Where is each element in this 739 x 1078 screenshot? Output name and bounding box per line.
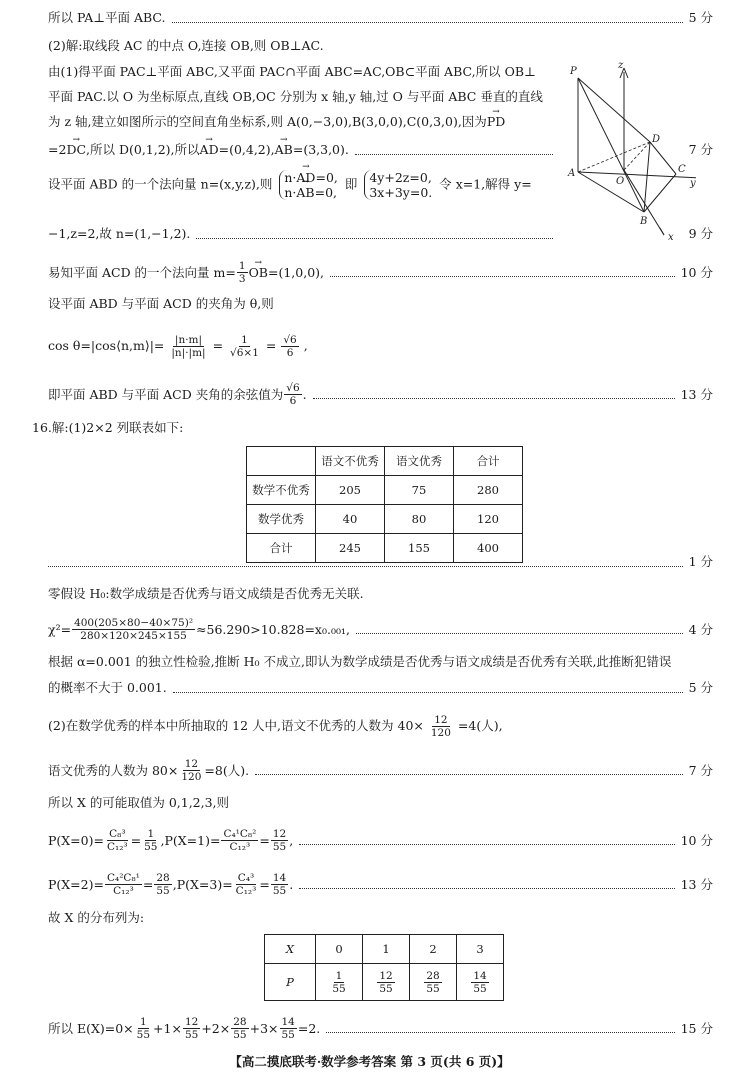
line-5: 为 z 轴,建立如图所示的空间直角坐标系,则 A(0,−3,0),B(3,0,0),C(0,3,0),因为→ PD — [48, 114, 505, 130]
line-7: 设平面 ABD 的一个法向量 n=(x,y,z),则 n·→ AD=0, n·→ AB=0, 即 4y+2z=0, 3x+3y=0. 令 x=1,解得 y= — [48, 170, 532, 200]
label-C: C — [678, 164, 686, 175]
table-row: 合计 245 155 400 — [247, 534, 523, 563]
label-P: P — [570, 66, 577, 77]
line-2: (2)解:取线段 AC 的中点 O,连接 OB,则 OB⊥AC. — [48, 38, 324, 53]
score-9: 9 分 — [688, 226, 713, 241]
score-7: 7 分 — [688, 142, 713, 157]
score-line-1: 1 分 — [48, 554, 713, 570]
chi-line: χ²= $\frac{\text{400(205×80−40×75)²}}{280\times 120\times 245\times 155}$ ≈56.290>10.828=x₀.₀₀₁, 4 分 — [48, 617, 713, 642]
score-13: 13 分 — [680, 386, 713, 402]
score-5: 5 分 — [688, 10, 713, 25]
label-z: z — [618, 60, 624, 71]
h0-line: 零假设 H₀:数学成绩是否优秀与语文成绩是否优秀无关联. — [48, 586, 364, 601]
line-9: 易知平面 ACD 的一个法向量 m= $\frac{1}{3}$ → OB =(1,0,0), 10 分 — [48, 260, 713, 285]
table-row: P $\frac{1}{55}$ $\frac{12}{55}$ $\frac{28}{55}$ $\frac{14}{55}$ — [265, 964, 504, 1001]
vector-system: n·→ AD=0, n·→ AB=0, — [279, 170, 338, 200]
q16-heading: 16.解:(1)2×2 列联表如下: — [32, 420, 184, 435]
score-10: 10 分 — [680, 264, 713, 280]
label-O: O — [616, 176, 625, 187]
equation-system: 4y+2z=0, 3x+3y=0. — [364, 170, 432, 200]
label-A: A — [568, 168, 576, 179]
line-3: 由(1)得平面 PAC⊥平面 ABC,又平面 PAC∩平面 ABC=AC,OB⊂平面 ABC,所以 OB⊥ — [48, 64, 536, 79]
line-12: 即平面 ABD 与平面 ACD 夹角的余弦值为 $\frac{√6}{6}$ . 13 分 — [48, 382, 713, 407]
label-x: x — [668, 232, 674, 243]
vector-pd: → PD — [487, 114, 505, 130]
line-1: 所以 PA⊥平面 ABC. 5 分 — [48, 10, 713, 25]
part2-line-2: 语文优秀的人数为 80× $\frac{12}{120}$ =8(人). 7 分 — [48, 758, 713, 783]
line-4: 平面 PAC.以 O 为坐标原点,直线 OB,OC 分别为 x 轴,y 轴,过 O 与平面 ABC 垂直的直线 — [48, 89, 543, 104]
distribution-table — [264, 934, 504, 1001]
table-row: 数学优秀 40 80 120 — [247, 505, 523, 534]
expectation-line: 所以 E(X)=0× $\frac{1}{55}$ +1× $\frac{12}{55}$ +2× $\frac{28}{55}$ +3× $\frac{14}{55}$ =2. 15 分 — [48, 1016, 713, 1041]
line-11: cos θ=|cos⟨n,m⟩|= $\frac{|n\cdot m|}{|n|\cdot|m|}$ = $\frac{1}{√6\times 1}$ = $\frac{√6}{6}$ , — [48, 334, 308, 359]
page-footer: 【高二摸底联考·数学参考答案 第 3 页(共 6 页)】 — [229, 1054, 510, 1069]
part2-line-1: (2)在数学优秀的样本中所抽取的 12 人中,语文不优秀的人数为 40× $\frac{12}{120}$ =4(人), — [48, 714, 503, 739]
line-6: =2 → DC ,所以 D(0,1,2),所以 → AD =(0,4,2), → AB =(3,3,0). 7 分 — [48, 142, 559, 158]
prob-line-2: P(X=2)= $\frac{\text{C₄²C₈¹}}{\text{C₁₂³}}$ = $\frac{28}{55}$ ,P(X=3)= $\frac{\text{C₄³}}{\text{C₁₂³}}$ = $\frac{14}{55}$ . 13 分 — [48, 872, 713, 897]
label-D: D — [652, 134, 661, 145]
label-B: B — [640, 216, 648, 227]
table-row: 语文不优秀 语文优秀 合计 — [247, 447, 523, 476]
tetrahedron-diagram — [566, 60, 696, 245]
conclusion-1: 根据 α=0.001 的独立性检验,推断 H₀ 不成立,即认为数学成绩是否优秀与语文成绩是否优秀有关联,此推断犯错误 — [48, 654, 672, 669]
dist-heading: 故 X 的分布列为: — [48, 910, 145, 925]
table-row: 数学不优秀 205 75 280 — [247, 476, 523, 505]
line-8: −1,z=2,故 n=(1,−1,2). 9 分 — [48, 226, 713, 241]
contingency-table — [246, 446, 523, 563]
label-y: y — [690, 178, 696, 189]
table-row: X 0 1 2 3 — [265, 935, 504, 964]
prob-line-1: P(X=0)= $\frac{\text{C₈³}}{\text{C₁₂³}}$ = $\frac{1}{55}$ ,P(X=1)= $\frac{\text{C₄¹C₈²}}{\text{C₁₂³}}$ = $\frac{12}{55}$ , 10 分 — [48, 828, 713, 853]
part2-line-3: 所以 X 的可能取值为 0,1,2,3,则 — [48, 795, 230, 810]
conclusion-2: 的概率不大于 0.001. 5 分 — [48, 680, 713, 695]
line-10: 设平面 ABD 与平面 ACD 的夹角为 θ,则 — [48, 296, 274, 311]
